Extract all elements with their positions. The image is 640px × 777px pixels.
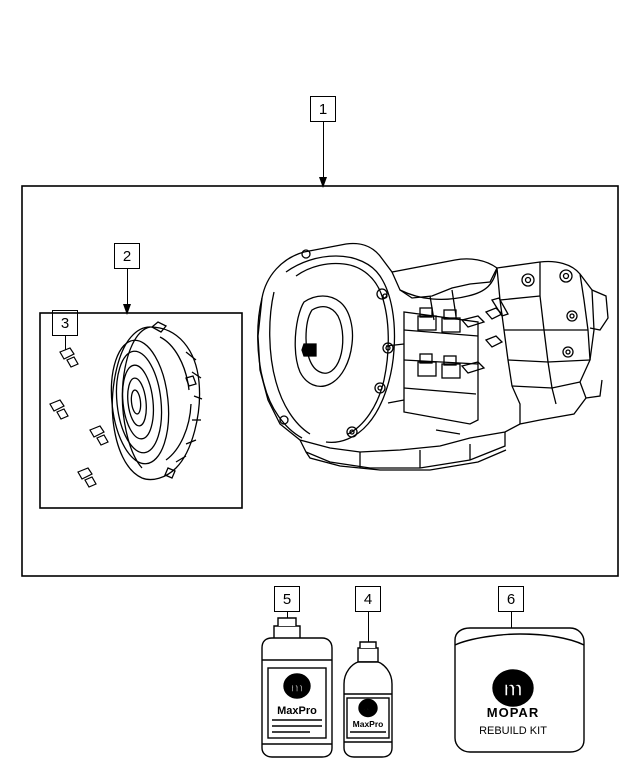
callout-3-label: 3 (60, 314, 70, 332)
callout-5-label: 5 (282, 590, 292, 608)
callout-2-label: 2 (122, 247, 132, 265)
kit-sub-text: REBUILD KIT (479, 725, 547, 737)
callout-4-label: 4 (363, 590, 373, 608)
converter-bolts (50, 348, 108, 487)
gallon-logo-text: m (290, 679, 304, 695)
callout-6-label: 6 (506, 590, 516, 608)
bolt-1 (60, 348, 78, 367)
transmission-assembly (258, 244, 608, 471)
kit-brand-text: MOPAR (486, 705, 540, 720)
atf-gallon-jug (262, 618, 332, 757)
callout-1-label: 1 (318, 100, 328, 118)
torque-converter (106, 322, 202, 480)
bolt-2 (50, 400, 68, 419)
bolt-3 (90, 426, 108, 445)
quart-brand-text: MaxPro (352, 719, 384, 729)
quart-logo-text: m (363, 705, 373, 716)
gallon-brand-text: MaxPro (277, 705, 317, 717)
atf-quart-bottle (344, 642, 392, 757)
kit-logo-text: m (503, 676, 523, 701)
mopar-rebuild-kit (455, 628, 584, 752)
bolt-4 (78, 468, 96, 487)
